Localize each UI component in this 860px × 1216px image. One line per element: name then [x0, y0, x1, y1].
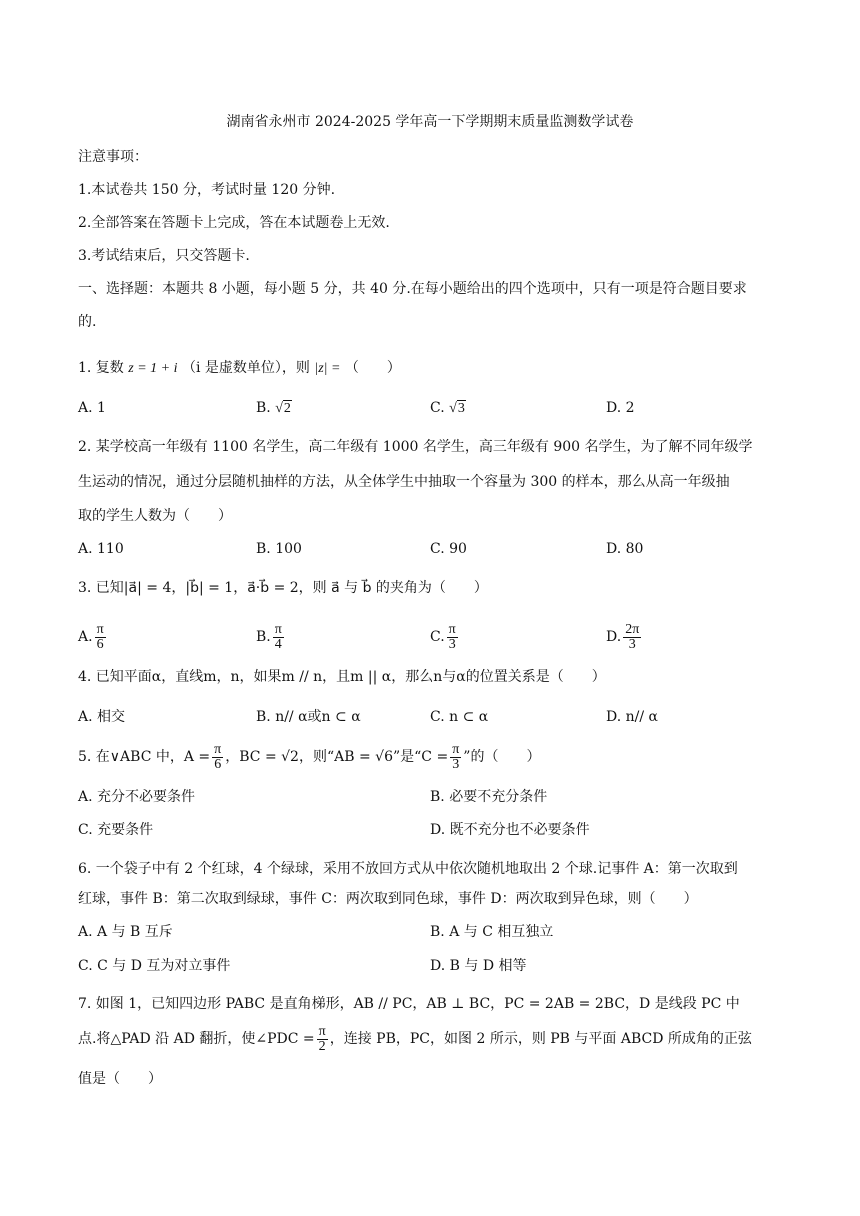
- question-5: [78, 740, 540, 774]
- notice-item: 1.本试卷共 150 分，考试时量 120 分钟.: [78, 182, 336, 198]
- q5-mid: ，BC = √2，则“AB = √6”是“C =: [225, 749, 449, 765]
- question-2-line: 生运动的情况，通过分层随机抽样的方法，从全体学生中抽取一个容量为 300 的样本，那么从高一年级抽: [78, 474, 730, 490]
- q4-options: [78, 706, 778, 728]
- notice-heading: 注意事项：: [78, 149, 148, 165]
- q1-expression: z = 1 + i: [128, 361, 178, 376]
- question-7-line: 点.将△PAD 沿 AD 翻折，使∠PDC = $\frac{\pi}{2}$ ，连接 PB，PC，如图 2 所示，则 PB 与平面 ABCD 所成角的正弦: [78, 1023, 752, 1054]
- question-7-line: 7. 如图 1，已知四边形 PABC 是直角梯形，AB // PC，AB ⊥ BC，PC = 2AB = 2BC，D 是线段 PC 中: [78, 996, 740, 1012]
- notice-item: 3.考试结束后，只交答题卡.: [78, 248, 250, 264]
- option-d: D. B 与 D 相等: [430, 958, 527, 974]
- q1-options: [78, 397, 778, 419]
- option-a: A. 110: [78, 541, 124, 557]
- q3-options: [78, 620, 778, 654]
- q5-frac-a: $\frac{\pi}{6}$: [214, 741, 222, 772]
- question-7-line: 值是（ ）: [78, 1071, 162, 1087]
- section-heading-cont: 的.: [78, 314, 97, 330]
- option-b: B. 100: [256, 541, 302, 557]
- question-2-line: 2. 某学校高一年级有 1100 名学生，高二年级有 1000 名学生，高三年级有 900 名学生，为了解不同年级学: [78, 439, 753, 455]
- option-c: C. √3: [430, 400, 465, 416]
- option-b: B. A 与 C 相互独立: [430, 924, 554, 940]
- option-b: B. n// α或n ⊂ α: [256, 709, 361, 725]
- q6-options-row1: [78, 921, 778, 943]
- q5-pre: 5. 在∨ABC 中，A =: [78, 749, 211, 765]
- option-c: C. C 与 D 互为对立事件: [78, 958, 231, 974]
- question-3: 3. 已知|a⃗| = 4，|b⃗| = 1，a⃗·b⃗ = 2，则 a⃗ 与 b⃗ 的夹角为（ ）: [78, 580, 488, 596]
- option-d: D. 2: [606, 400, 635, 416]
- section-heading: 一、选择题：本题共 8 小题，每小题 5 分，共 40 分.在每小题给出的四个选项中，只有一项是符合题目要求: [78, 281, 747, 297]
- option-d: D. n// α: [606, 709, 658, 725]
- question-1: [78, 358, 401, 379]
- option-d: D. $\frac{2\pi}{3}$: [606, 621, 640, 652]
- question-6-line: 6. 一个袋子中有 2 个红球，4 个绿球，采用不放回方式从中依次随机地取出 2 个球.记事件 A：第一次取到: [78, 861, 738, 877]
- q5-frac-c: $\frac{\pi}{3}$: [452, 741, 460, 772]
- option-a: A. 相交: [78, 709, 126, 725]
- option-b: B. $\frac{\pi}{4}$: [256, 621, 282, 652]
- exam-title: 湖南省永州市 2024-2025 学年高一下学期期末质量监测数学试卷: [226, 114, 634, 130]
- q1-paren: （ ）: [344, 360, 401, 376]
- question-2-line: 取的学生人数为（ ）: [78, 508, 232, 524]
- option-a: A. $\frac{\pi}{6}$: [78, 621, 104, 652]
- q1-abs: |z| =: [314, 361, 341, 376]
- option-a: A. 充分不必要条件: [78, 789, 196, 805]
- question-4: 4. 已知平面α，直线m，n，如果m // n，且m || α，那么n与α的位置关系是（ ）: [78, 669, 606, 685]
- option-a: A. A 与 B 互斥: [78, 924, 173, 940]
- q2-options: [78, 538, 778, 560]
- q5-options-row2: [78, 819, 778, 841]
- q5-post: ”的（ ）: [463, 749, 541, 765]
- q1-number: 1. 复数: [78, 360, 124, 376]
- option-d: D. 80: [606, 541, 644, 557]
- option-c: C. 充要条件: [78, 822, 154, 838]
- option-b: B. √2: [256, 400, 291, 416]
- option-a: A. 1: [78, 400, 106, 416]
- option-c: C. $\frac{\pi}{3}$: [430, 621, 456, 652]
- q7-frac: $\frac{\pi}{2}$: [318, 1023, 326, 1054]
- option-c: C. n ⊂ α: [430, 709, 489, 725]
- notice-item: 2.全部答案在答题卡上完成，答在本试题卷上无效.: [78, 215, 390, 231]
- q5-options-row1: [78, 786, 778, 808]
- q6-options-row2: [78, 955, 778, 977]
- q1-note: （i 是虚数单位），则: [181, 360, 310, 376]
- option-d: D. 既不充分也不必要条件: [430, 822, 590, 838]
- question-6-line: 红球，事件 B：第二次取到绿球，事件 C：两次取到同色球，事件 D：两次取到异色球，则（ ）: [78, 891, 698, 907]
- option-c: C. 90: [430, 541, 467, 557]
- option-b: B. 必要不充分条件: [430, 789, 548, 805]
